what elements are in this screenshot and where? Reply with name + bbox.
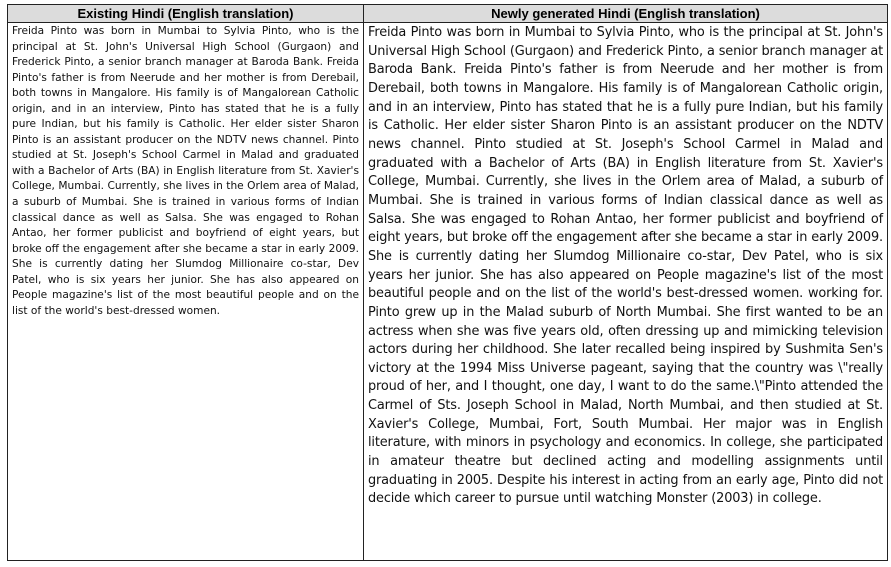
generated-hindi-header: Newly generated Hindi (English translation) — [364, 5, 888, 23]
generated-text: Freida Pinto was born in Mumbai to Sylvia Pinto, who is the principal at St. John's Universal High School (Gurgaon) and Frederick Pinto, a senior branch manager at Baroda Bank. Freida Pinto's father is from Neerude and her mother is from Derebail, both towns in Mangalore. His family is of Mangalorean Catholic origin, and in an interview, Pinto has stated that he is a fully pure Indian, but his family is Catholic. Her elder sister Sharon Pinto is an assistant producer on the NDTV news channel. Pinto studied at St. Joseph's School Carmel in Malad and graduated with a Bachelor of Arts (BA) in English literature from St. Xavier's College, Mumbai. Currently, she lives in the Orlem area of Malad, a suburb of Mumbai. She is trained in various forms of Indian classical dance as well as Salsa. She was engaged to Rohan Antao, her former publicist and boyfriend of eight years, but broke off the engagement after she became a star in early 2009. She is currently dating her Slumdog Millionaire co-star, Dev Patel, who is six years her junior. She has also appeared on People magazine's list of the most beautiful people and on the list of the world's best-dressed women. working for. Pinto grew up in the Malad suburb of North Mumbai. She first wanted to be an actress when she was five years old, often dressing up and mimicking television actors during her childhood. She later recalled being inspired by Sushmita Sen's victory at the 1994 Miss Universe pageant, saying that the country was \"really proud of her, and I thought, one day, I want to do the same.\"Pinto attended the Carmel of Sts. Joseph School in Malad, North Mumbai, and then studied at St. Xavier's College, Mumbai, Fort, South Mumbai. Her major was in English literature, with minors in psychology and economics. In college, she participated in amateur theatre but declined acting and modelling assignments until graduating in 2005. Despite his interest in acting from an early age, Pinto did not decide which career to pursue until watching Monster (2003) in college. — [368, 25, 883, 507]
existing-text-cell — [8, 23, 364, 561]
generated-text-cell — [364, 23, 888, 561]
body-row — [8, 23, 888, 561]
existing-hindi-header: Existing Hindi (English translation) — [8, 5, 364, 23]
comparison-table-container — [7, 4, 885, 561]
header-row — [8, 5, 888, 23]
existing-text: Freida Pinto was born in Mumbai to Sylvia Pinto, who is the principal at St. John's Universal High School (Gurgaon) and Frederick Pinto, a senior branch manager at Baroda Bank. Freida Pinto's father is from Neerude and her mother is from Derebail, both towns in Mangalore. His family is of Mangalorean Catholic origin, and in an interview, Pinto has stated that he is a fully pure Indian, but his family is Catholic. Her elder sister Sharon Pinto is an assistant producer on the NDTV news channel. Pinto studied at St. Joseph's School Carmel in Malad and graduated with a Bachelor of Arts (BA) in English literature from St. Xavier's College, Mumbai. Currently, she lives in the Orlem area of Malad, a suburb of Mumbai. She is trained in various forms of Indian classical dance as well as Salsa. She was engaged to Rohan Antao, her former publicist and boyfriend of eight years, but broke off the engagement after she became a star in early 2009. She is currently dating her Slumdog Millionaire co-star, Dev Patel, who is six years her junior. She has also appeared on People magazine's list of the most beautiful people and on the list of the world's best-dressed women. — [12, 25, 359, 317]
comparison-table — [7, 4, 888, 561]
